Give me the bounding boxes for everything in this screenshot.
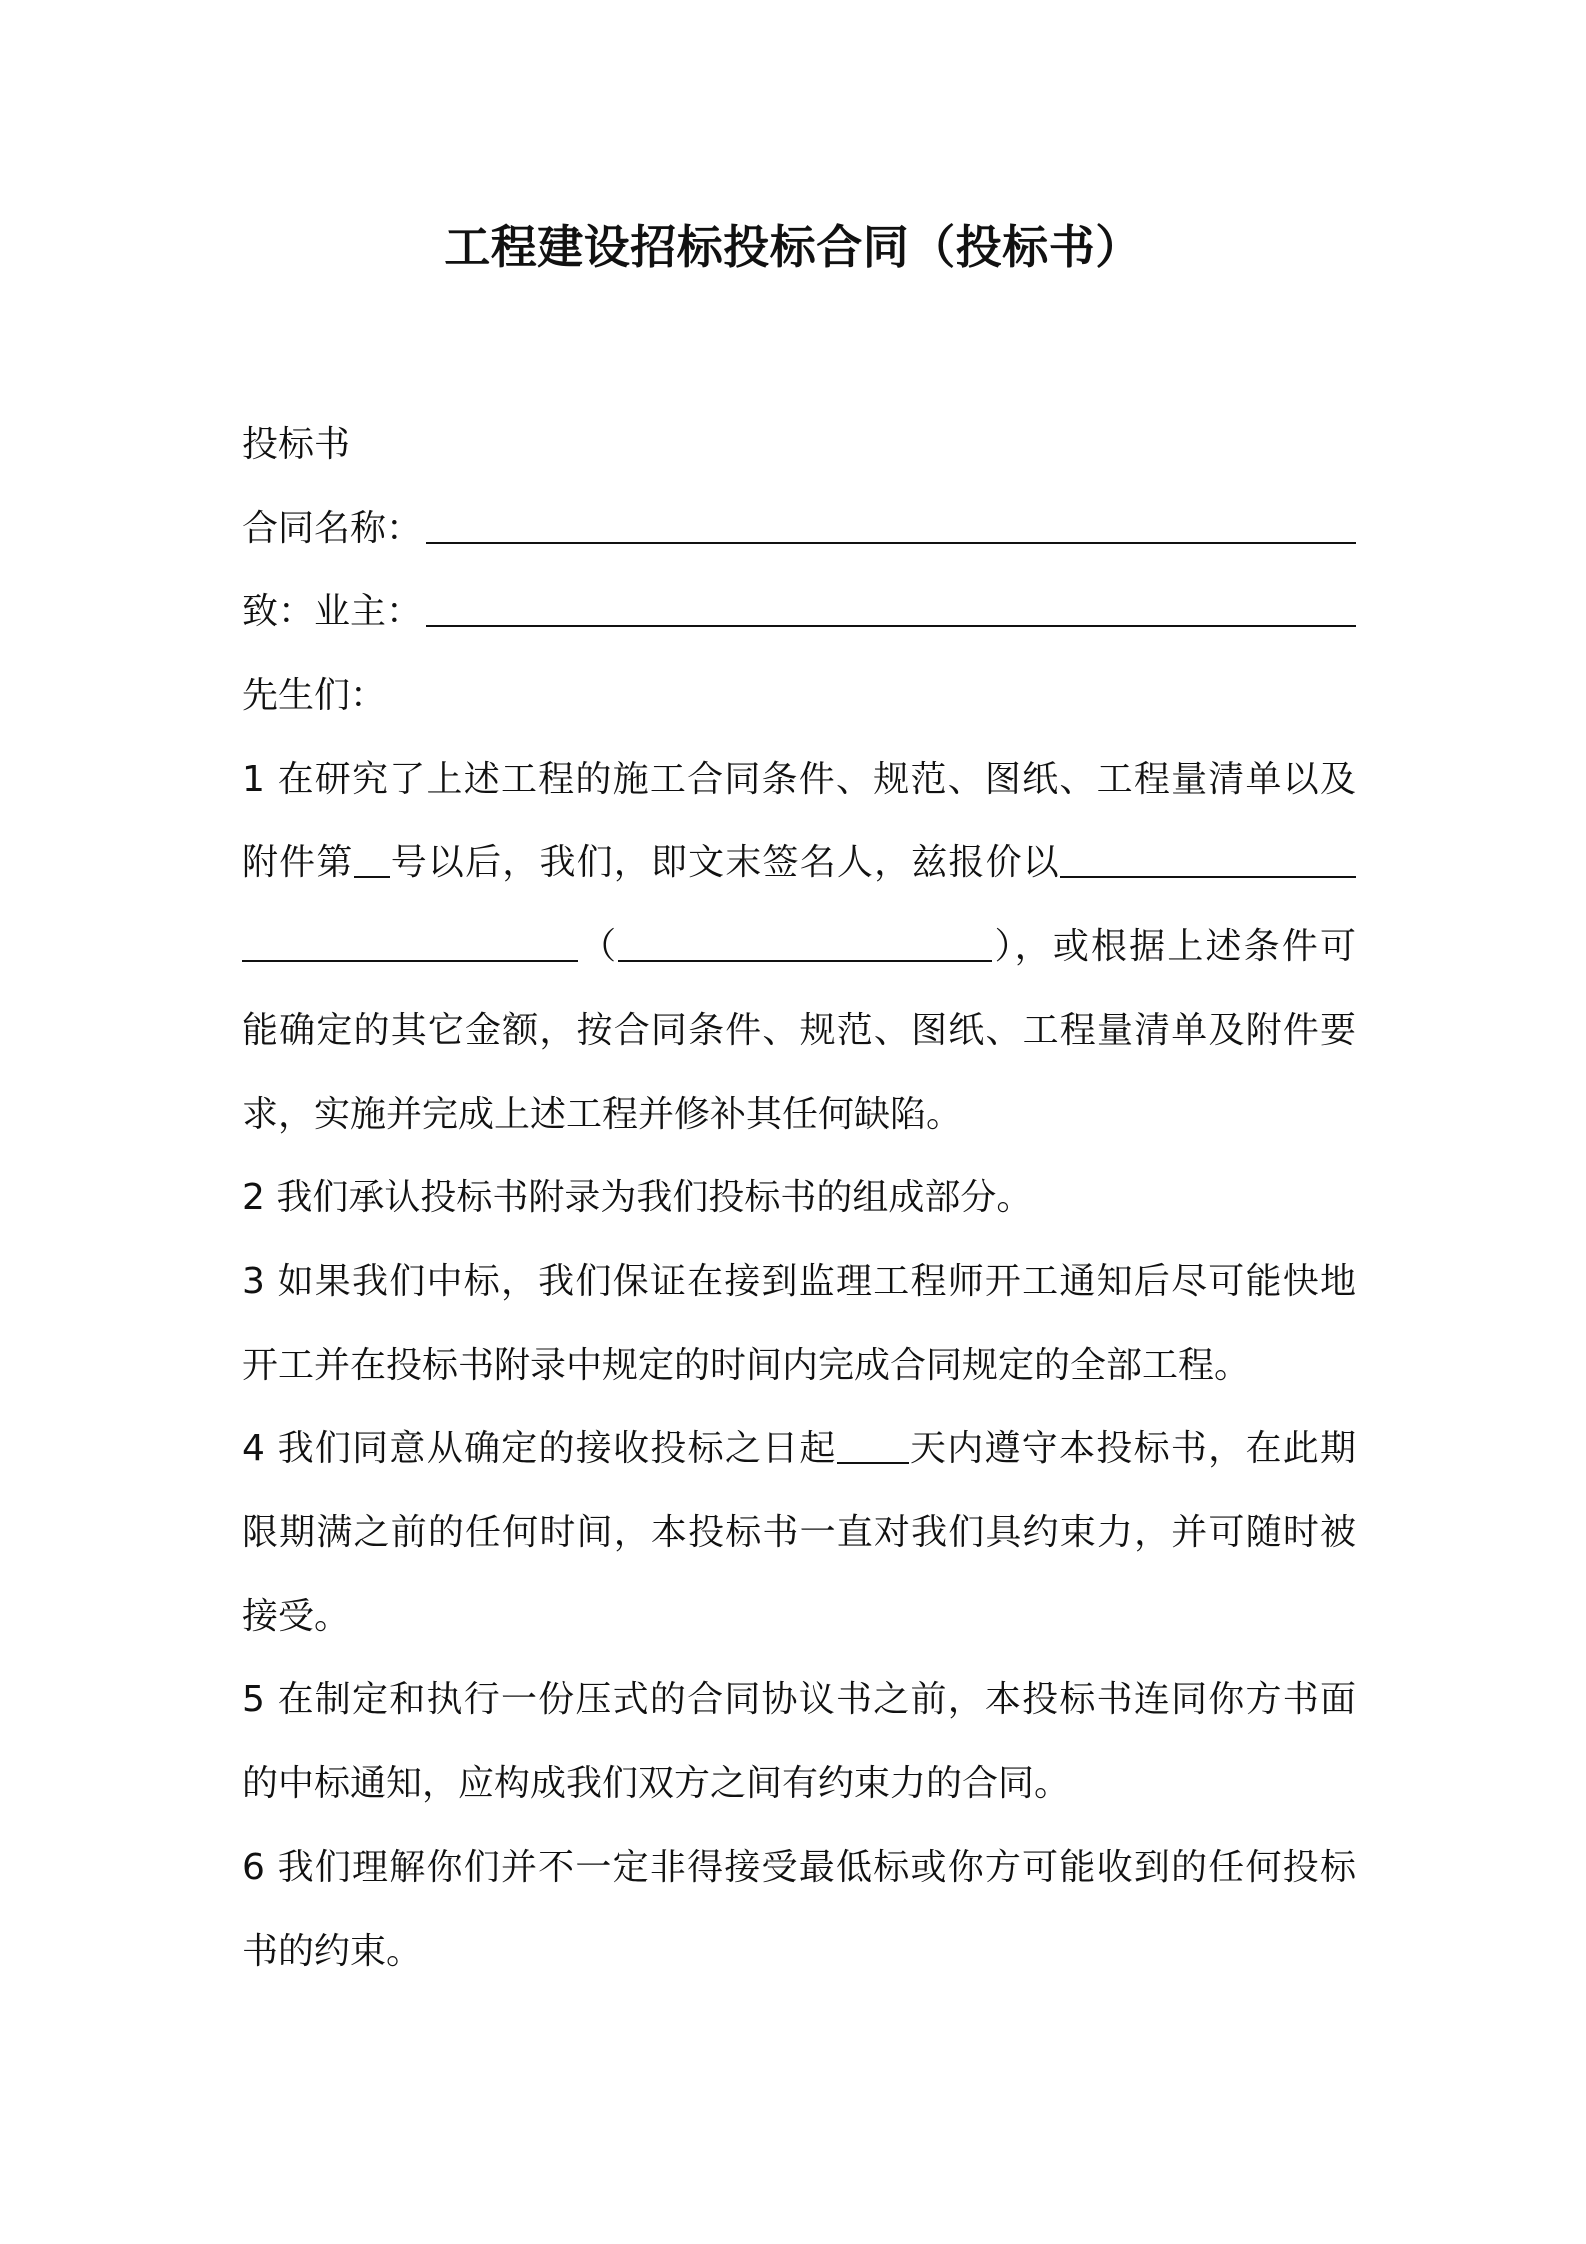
paragraph-1-text-a: 1 在研究了上述工程的施工合同条件、规范、图纸、工程量清单以及附件第 <box>242 758 1356 884</box>
paragraph-4 <box>242 1407 1356 1658</box>
price-in-words-blank <box>618 920 992 962</box>
paragraph-3: 3 如果我们中标，我们保证在接到监理工程师开工通知后尽可能快地开工并在投标书附录中规定的时间内完成合同规定的全部工程。 <box>242 1260 1356 1386</box>
salutation: 先生们： <box>242 675 387 717</box>
paragraph-5: 5 在制定和执行一份压式的合同协议书之前，本投标书连同你方书面的中标通知，应构成我们双方之间有约束力的合同。 <box>242 1679 1356 1805</box>
document-title: 工程建设招标投标合同（投标书） <box>444 220 1142 274</box>
price-blank <box>1060 836 1356 878</box>
days-blank <box>837 1422 909 1464</box>
paragraph-2: 2 我们承认投标书附录为我们投标书的组成部分。 <box>242 1177 1033 1219</box>
document-body <box>242 403 1356 1993</box>
contract-name-label: 合同名称： <box>242 507 423 549</box>
paragraph-1-text-c: （ <box>578 926 619 968</box>
recipient-row <box>242 570 1356 654</box>
paragraph-6: 6 我们理解你们并不一定非得接受最低标或你方可能收到的任何投标书的约束。 <box>242 1846 1356 1972</box>
contract-name-blank <box>426 502 1356 544</box>
attachment-number-blank <box>354 836 390 878</box>
recipient-label: 致：业主： <box>242 591 423 633</box>
paragraph-4-text-b: 天内遵守本投标书，在此期限期满之前的任何时间，本投标书一直对我们具约束力，并可随时被接受。 <box>242 1428 1356 1637</box>
paragraph-1-text-d: ），或根据上述条件可能确定的其它金额，按合同条件、规范、图纸、工程量清单及附件要求，实施并完成上述工程并修补其任何缺陷。 <box>242 926 1356 1135</box>
price-blank-continued <box>242 920 578 962</box>
paragraph-4-text-a: 4 我们同意从确定的接收投标之日起 <box>242 1428 837 1470</box>
section-heading: 投标书 <box>242 424 351 465</box>
recipient-blank <box>426 585 1356 627</box>
contract-name-row <box>242 487 1356 571</box>
paragraph-1-text-b: 号以后，我们，即文末签名人，兹报价以 <box>389 842 1060 884</box>
paragraph-1 <box>242 738 1356 1157</box>
